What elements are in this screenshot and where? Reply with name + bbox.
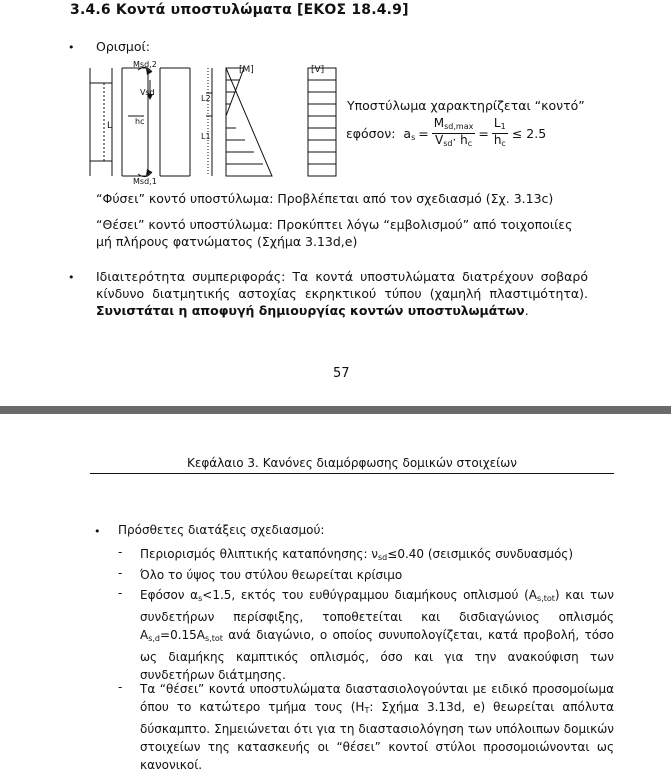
equals-sign-2: = — [478, 126, 489, 141]
item3-text-e: ανά διαγώνιο, ο οποίος συνυπολογίζεται, κατά προβολή, τόσο ως διαμήκης καμπτικός οπλισμός, όσο και για την ανακούφιση των συνδετήρων διάτμησης. — [140, 628, 614, 682]
item3-text-a: Εφόσον α — [140, 588, 199, 602]
item3-text-d: =0.15A — [160, 628, 205, 642]
criterion-formula — [346, 117, 546, 150]
item1-text-end: ≤0.40 (σεισμικός συνδυασμός) — [387, 547, 574, 561]
msd-max-subscript: sd,max — [444, 122, 474, 131]
item3-text-b: <1.5, εκτός του ευθύγραμμου διαμήκους οπλισμού (A — [202, 588, 538, 602]
header-rule — [90, 473, 614, 474]
limit-value: ≤ 2.5 — [511, 126, 547, 141]
additional-provisions-label: Πρόσθετες διατάξεις σχεδιασμού: — [118, 523, 325, 537]
section-heading: 3.4.6 Κοντά υποστυλώματα [ΕΚΟΣ 18.4.9] — [70, 2, 409, 18]
item3-sub-stot2: s,tot — [205, 634, 223, 643]
dash-icon: - — [118, 545, 123, 559]
length-ratio-fraction — [492, 117, 508, 150]
hc-label: hc — [135, 117, 145, 126]
chapter-header: Κεφάλαιο 3. Κανόνες διαμόρφωσης δομικών στοιχείων — [187, 456, 517, 470]
l1-subscript: 1 — [500, 122, 506, 131]
bullet-icon: • — [94, 525, 101, 538]
page-separator — [0, 406, 671, 414]
item3-sub-sd: s,d — [148, 634, 161, 643]
page-number: 57 — [333, 366, 350, 381]
moment-shear-fraction — [432, 117, 476, 150]
behavior-period: . — [524, 303, 529, 318]
msd2-label: Msd,2 — [133, 60, 157, 69]
dash-icon: - — [118, 586, 123, 600]
criterion-text: Υποστύλωμα χαρακτηρίζεται “κοντό” — [347, 98, 585, 113]
behavior-recommendation: Συνιστάται η αποφυγή δημιουργίας κοντών υποστυλωμάτων — [96, 303, 525, 318]
definitions-label: Ορισμοί: — [96, 39, 150, 54]
hc-den-subscript: c — [501, 139, 506, 148]
msd1-label: Msd,1 — [133, 177, 157, 186]
l1-symbol: L — [493, 116, 501, 130]
as-subscript: s — [411, 132, 416, 142]
m-diagram-label: [M] — [239, 65, 254, 75]
hc-symbol: · h — [452, 133, 468, 147]
item-compression-limit — [140, 545, 614, 567]
l2-label: L2 — [201, 94, 211, 103]
item1-subscript: sd — [378, 553, 388, 562]
item3-text-c: ) και των συνδετήρων περίσφιξης, τοποθετείται και δισδιαγώνιος οπλισμός A — [140, 588, 614, 642]
item-diagonal-reinforcement — [140, 586, 614, 684]
dash-icon: - — [118, 566, 123, 580]
hc-subscript: c — [467, 139, 473, 148]
vsd-symbol: V — [434, 133, 444, 147]
item-critical-height: Όλο το ύψος του στύλου θεωρείται κρίσιμο — [140, 568, 403, 582]
item-thesei-modelling — [140, 680, 614, 774]
equals-sign: = — [418, 126, 429, 141]
thesei-text: “Θέσει” κοντό υποστύλωμα: Προκύπτει λόγω “εμβολισμού” από τοιχοποιίες μή πλήρους φατνώματος (Σχήμα 3.13d,e) — [96, 217, 573, 249]
msd-max-symbol: M — [433, 116, 445, 130]
physei-text: “Φύσει” κοντό υποστύλωμα: Προβλέπεται από τον σχεδιασμό (Σχ. 3.13c) — [96, 191, 554, 206]
item4-text-a: Τα “θέσει” κοντά υποστυλώματα διαστασιολογούνται με ειδικό προσομοίωμα όπου το κατώτερο τμήμα τους (H — [140, 682, 614, 714]
bullet-icon: • — [68, 41, 75, 54]
hc-den-symbol: h — [493, 133, 502, 147]
dash-icon: - — [118, 680, 123, 694]
v-diagram-label: [V] — [311, 65, 325, 75]
l1-label: L1 — [201, 132, 211, 141]
vsd-label: Vsd — [140, 88, 155, 97]
item1-text: Περιορισμός θλιπτικής καταπόνησης: ν — [140, 547, 379, 561]
vsd-subscript: sd — [443, 139, 453, 148]
item4-text-b: : Σχήμα 3.13d, e) θεωρείται απόλυτα δύσκαμπτο. Σημειώνεται ότι για τη διαστασιολόγηση των υπόλοιπων δομικών στοιχείων της κατασκευής οι “θέσει” κοντοί στύλοι προσομοιώνονται ως κανονικοί. — [140, 700, 614, 772]
criterion-prefix: εφόσον: — [346, 126, 396, 141]
behavior-paragraph — [96, 268, 588, 319]
l-label: L — [107, 121, 113, 131]
item4-sub-t: T — [364, 706, 370, 715]
short-column-figure — [86, 58, 344, 190]
as-symbol: a — [403, 125, 412, 141]
item3-sub-stot: s,tot — [537, 594, 555, 603]
behavior-text: Ιδιαιτερότητα συμπεριφοράς: Τα κοντά υποστυλώματα διατρέχουν σοβαρό κίνδυνο διατμητικής αστοχίας εκρηκτικού τύπου (χαμηλή πλαστιμότητα). — [96, 269, 588, 301]
item3-sub-s: s — [198, 594, 203, 603]
bullet-icon: • — [68, 271, 75, 284]
